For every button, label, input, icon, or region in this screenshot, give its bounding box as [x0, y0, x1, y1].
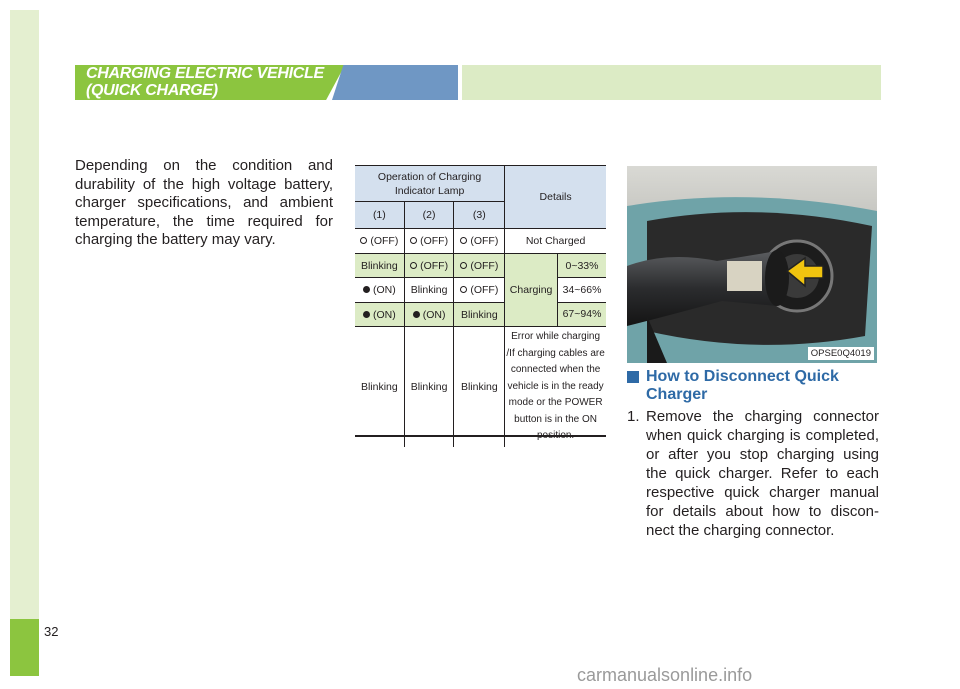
- page-tab: [10, 619, 39, 676]
- watermark: carmanualsonline.info: [577, 665, 753, 685]
- header-band-accent: [332, 65, 458, 100]
- cell: (OFF): [355, 229, 404, 254]
- details-header: Details: [505, 166, 606, 229]
- intro-paragraph: Depending on the condition and durability of the high voltage battery, charger specifications, and ambient temperature, the time required for charging the battery may vary.: [75, 157, 333, 248]
- cell: (OFF): [404, 229, 454, 254]
- lamp-on-icon: [363, 311, 370, 318]
- lamp-on-icon: [363, 286, 370, 293]
- step-text: Remove the charging connector when quick charging is completed, or after you stop charging using the quick charger. Refer to each respective quick charger manual for details about how to discon-nect the charging connector.: [646, 408, 879, 539]
- cell: Blinking: [404, 327, 454, 448]
- charging-label: Charging: [509, 284, 553, 296]
- cell: (ON): [404, 303, 454, 327]
- lamp-off-icon: [360, 237, 367, 244]
- charging-cell: [505, 254, 606, 327]
- cell: (ON): [355, 303, 404, 327]
- section-heading: How to Disconnect Quick Charger: [627, 368, 887, 404]
- side-strip: [10, 10, 39, 670]
- cell: (ON): [355, 278, 404, 303]
- sub-header-3: (3): [454, 202, 505, 229]
- range-1: 0~33%: [565, 259, 599, 272]
- cell: (OFF): [454, 229, 505, 254]
- charging-connector-photo: [627, 166, 877, 363]
- range-2: 34~66%: [558, 277, 606, 301]
- header-band-light: [462, 65, 881, 100]
- lamp-header: Operation of Charging Indicator Lamp: [355, 166, 505, 202]
- page-number: 32: [44, 624, 59, 639]
- image-code: OPSE0Q4019: [808, 347, 874, 360]
- cell: Blinking: [404, 278, 454, 303]
- step-1: [627, 407, 879, 540]
- lamp-off-icon: [460, 262, 467, 269]
- page-title: [86, 65, 324, 99]
- step-number: 1.: [627, 408, 640, 425]
- cell: Not Charged: [505, 229, 606, 254]
- title-line-2: (QUICK CHARGE): [86, 82, 218, 99]
- cell: Blinking: [355, 327, 404, 448]
- error-details: Error while charging /If charging cables are connected when the vehicle is in the ready mode or the POWER button is in the ON: [505, 327, 606, 448]
- lamp-off-icon: [410, 237, 417, 244]
- table-bottom-rule: [355, 435, 606, 437]
- range-3: 67~94%: [558, 302, 606, 326]
- sub-header-1: (1): [355, 202, 404, 229]
- cell: (OFF): [454, 278, 505, 303]
- lamp-on-icon: [413, 311, 420, 318]
- indicator-table: [355, 166, 606, 447]
- lamp-off-icon: [410, 262, 417, 269]
- cell: Blinking: [454, 303, 505, 327]
- lamp-off-icon: [460, 237, 467, 244]
- cell: Blinking: [355, 254, 404, 278]
- bullet-square-icon: [627, 371, 639, 383]
- cell: Blinking: [454, 327, 505, 448]
- lamp-off-icon: [460, 286, 467, 293]
- cell: (OFF): [454, 254, 505, 278]
- cell: (OFF): [404, 254, 454, 278]
- sub-header-2: (2): [404, 202, 454, 229]
- title-line-1: CHARGING ELECTRIC VEHICLE: [86, 65, 324, 82]
- connector-illustration: [627, 166, 877, 363]
